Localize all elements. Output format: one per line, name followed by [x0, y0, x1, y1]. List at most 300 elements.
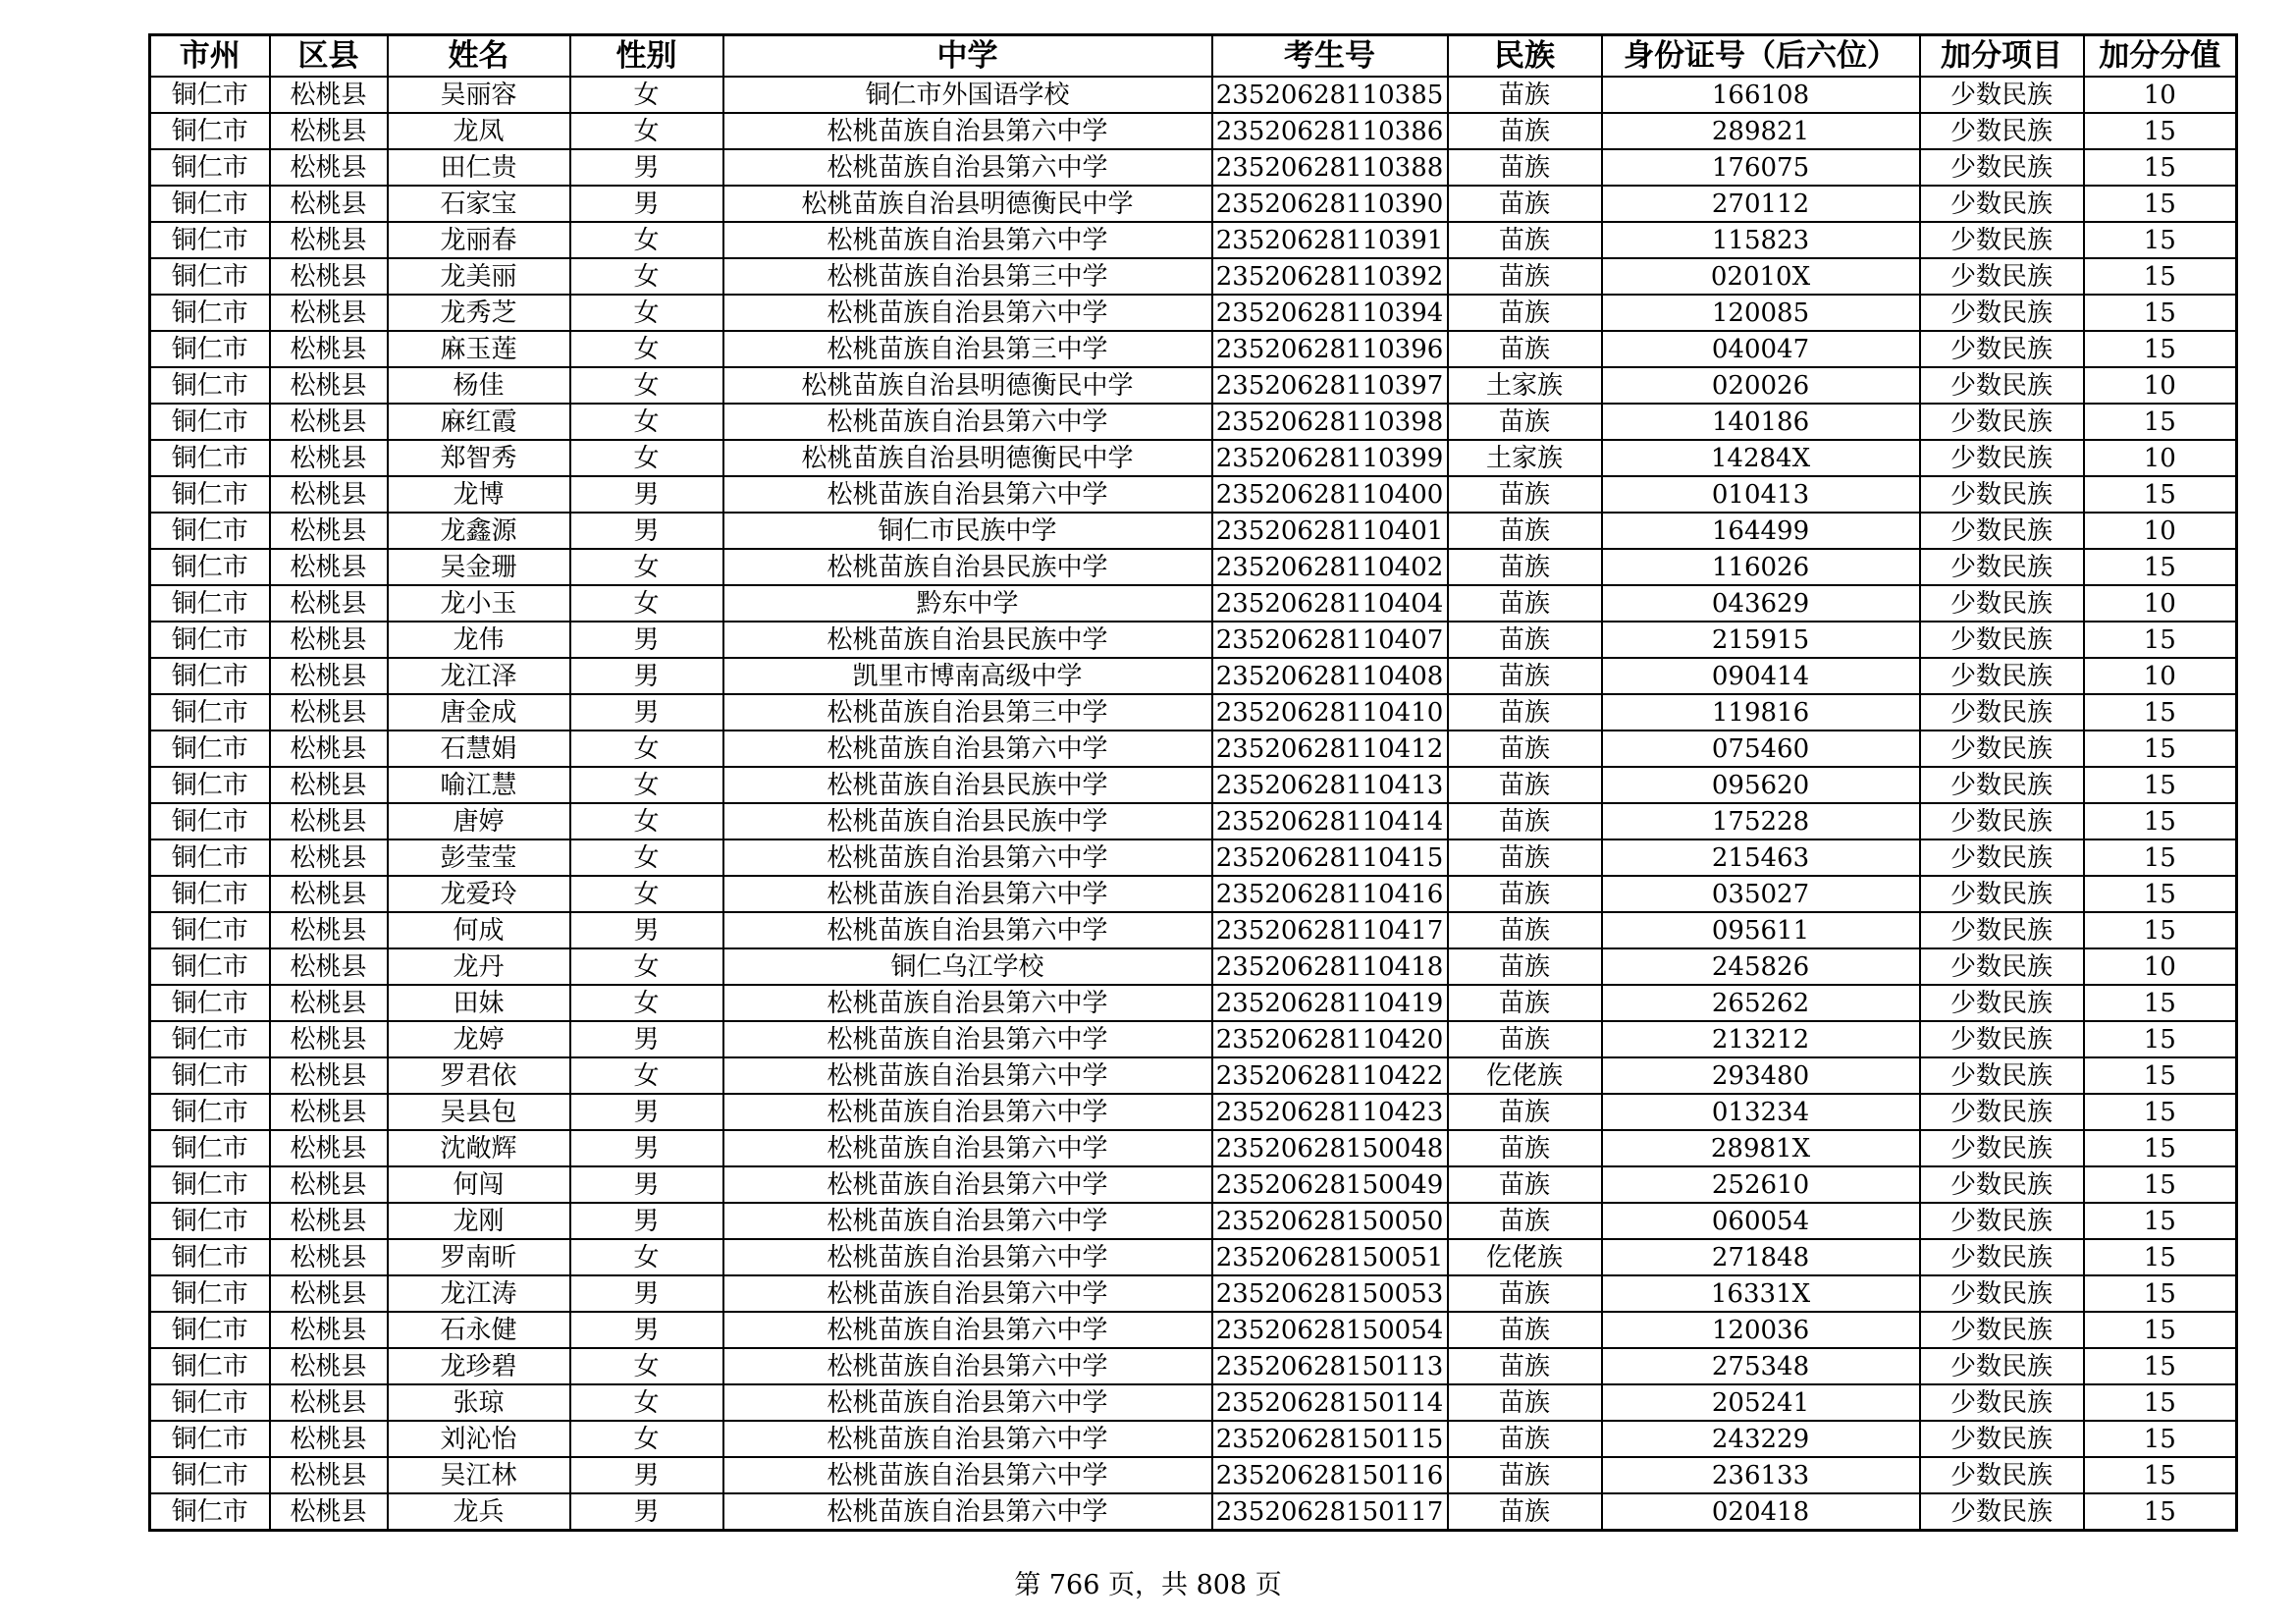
cell-city: 铜仁市: [150, 440, 270, 476]
cell-city: 铜仁市: [150, 1239, 270, 1275]
cell-school: 松桃苗族自治县第三中学: [723, 258, 1212, 295]
cell-city: 铜仁市: [150, 985, 270, 1021]
cell-exam-no: 23520628150053: [1212, 1275, 1448, 1312]
cell-gender: 女: [570, 258, 723, 295]
table-row: [150, 876, 2237, 912]
cell-exam-no: 23520628150114: [1212, 1384, 1448, 1421]
table-row: [150, 694, 2237, 731]
cell-bonus-item: 少数民族: [1920, 295, 2084, 331]
cell-id-last6: 275348: [1602, 1348, 1920, 1384]
cell-county: 松桃县: [270, 658, 388, 694]
cell-school: 松桃苗族自治县第六中学: [723, 1057, 1212, 1094]
cell-city: 铜仁市: [150, 1166, 270, 1203]
cell-ethnicity: 苗族: [1448, 113, 1602, 149]
cell-exam-no: 23520628110414: [1212, 803, 1448, 839]
cell-bonus-item: 少数民族: [1920, 258, 2084, 295]
cell-name: 何闯: [388, 1166, 570, 1203]
cell-ethnicity: 土家族: [1448, 440, 1602, 476]
cell-id-last6: 252610: [1602, 1166, 1920, 1203]
cell-name: 龙秀芝: [388, 295, 570, 331]
cell-ethnicity: 仡佬族: [1448, 1239, 1602, 1275]
table-row: [150, 404, 2237, 440]
cell-county: 松桃县: [270, 367, 388, 404]
cell-gender: 女: [570, 1421, 723, 1457]
cell-gender: 女: [570, 404, 723, 440]
cell-county: 松桃县: [270, 549, 388, 585]
cell-id-last6: 166108: [1602, 77, 1920, 113]
cell-gender: 女: [570, 367, 723, 404]
cell-ethnicity: 苗族: [1448, 731, 1602, 767]
table-row: [150, 549, 2237, 585]
cell-exam-no: 23520628110388: [1212, 149, 1448, 186]
cell-school: 松桃苗族自治县第六中学: [723, 113, 1212, 149]
cell-name: 唐金成: [388, 694, 570, 731]
cell-gender: 女: [570, 585, 723, 622]
table-row: [150, 513, 2237, 549]
cell-county: 松桃县: [270, 876, 388, 912]
cell-ethnicity: 苗族: [1448, 1203, 1602, 1239]
cell-city: 铜仁市: [150, 331, 270, 367]
cell-school: 松桃苗族自治县第六中学: [723, 149, 1212, 186]
cell-school: 松桃苗族自治县第六中学: [723, 1239, 1212, 1275]
cell-ethnicity: 苗族: [1448, 839, 1602, 876]
cell-school: 松桃苗族自治县民族中学: [723, 767, 1212, 803]
column-header-city: 市州: [150, 35, 270, 78]
cell-id-last6: 075460: [1602, 731, 1920, 767]
cell-bonus-score: 15: [2084, 1312, 2237, 1348]
table-row: [150, 1130, 2237, 1166]
cell-bonus-item: 少数民族: [1920, 694, 2084, 731]
cell-name: 田仁贵: [388, 149, 570, 186]
cell-bonus-score: 15: [2084, 694, 2237, 731]
cell-bonus-score: 15: [2084, 1493, 2237, 1531]
cell-exam-no: 23520628110392: [1212, 258, 1448, 295]
bonus-points-table: [148, 33, 2238, 1532]
table-row: [150, 1239, 2237, 1275]
cell-bonus-score: 15: [2084, 1275, 2237, 1312]
cell-gender: 男: [570, 912, 723, 948]
table-row: [150, 1021, 2237, 1057]
table-row: [150, 839, 2237, 876]
cell-name: 龙小玉: [388, 585, 570, 622]
cell-city: 铜仁市: [150, 1457, 270, 1493]
cell-school: 铜仁市民族中学: [723, 513, 1212, 549]
cell-bonus-score: 10: [2084, 77, 2237, 113]
cell-bonus-item: 少数民族: [1920, 1457, 2084, 1493]
page-number: 第 766 页，共 808 页: [1014, 1570, 1282, 1600]
cell-school: 松桃苗族自治县第六中学: [723, 1312, 1212, 1348]
cell-school: 松桃苗族自治县第六中学: [723, 1275, 1212, 1312]
cell-name: 龙兵: [388, 1493, 570, 1531]
cell-city: 铜仁市: [150, 367, 270, 404]
cell-county: 松桃县: [270, 331, 388, 367]
cell-city: 铜仁市: [150, 77, 270, 113]
table-row: [150, 1203, 2237, 1239]
cell-school: 松桃苗族自治县民族中学: [723, 803, 1212, 839]
table-row: [150, 767, 2237, 803]
cell-name: 郑智秀: [388, 440, 570, 476]
cell-bonus-score: 15: [2084, 622, 2237, 658]
cell-exam-no: 23520628150113: [1212, 1348, 1448, 1384]
cell-id-last6: 164499: [1602, 513, 1920, 549]
cell-school: 松桃苗族自治县第六中学: [723, 1348, 1212, 1384]
cell-county: 松桃县: [270, 1493, 388, 1531]
cell-bonus-score: 15: [2084, 767, 2237, 803]
cell-county: 松桃县: [270, 222, 388, 258]
cell-exam-no: 23520628110398: [1212, 404, 1448, 440]
cell-gender: 女: [570, 767, 723, 803]
cell-gender: 男: [570, 1275, 723, 1312]
cell-bonus-item: 少数民族: [1920, 585, 2084, 622]
cell-bonus-score: 15: [2084, 1384, 2237, 1421]
cell-school: 松桃苗族自治县第六中学: [723, 476, 1212, 513]
cell-bonus-score: 15: [2084, 113, 2237, 149]
cell-id-last6: 119816: [1602, 694, 1920, 731]
cell-bonus-score: 15: [2084, 1348, 2237, 1384]
cell-id-last6: 176075: [1602, 149, 1920, 186]
cell-city: 铜仁市: [150, 186, 270, 222]
cell-county: 松桃县: [270, 77, 388, 113]
table-row: [150, 113, 2237, 149]
cell-name: 龙婷: [388, 1021, 570, 1057]
cell-name: 龙美丽: [388, 258, 570, 295]
cell-county: 松桃县: [270, 1130, 388, 1166]
table-row: [150, 622, 2237, 658]
cell-name: 杨佳: [388, 367, 570, 404]
cell-bonus-score: 15: [2084, 1057, 2237, 1094]
cell-bonus-score: 15: [2084, 1166, 2237, 1203]
table-row: [150, 440, 2237, 476]
cell-ethnicity: 苗族: [1448, 767, 1602, 803]
cell-gender: 女: [570, 295, 723, 331]
cell-gender: 男: [570, 186, 723, 222]
cell-county: 松桃县: [270, 404, 388, 440]
cell-exam-no: 23520628150048: [1212, 1130, 1448, 1166]
cell-id-last6: 213212: [1602, 1021, 1920, 1057]
cell-id-last6: 013234: [1602, 1094, 1920, 1130]
cell-gender: 女: [570, 549, 723, 585]
cell-bonus-score: 15: [2084, 149, 2237, 186]
cell-bonus-score: 15: [2084, 839, 2237, 876]
cell-id-last6: 215915: [1602, 622, 1920, 658]
cell-bonus-item: 少数民族: [1920, 985, 2084, 1021]
cell-id-last6: 095611: [1602, 912, 1920, 948]
cell-school: 松桃苗族自治县第六中学: [723, 1421, 1212, 1457]
table-row: [150, 1493, 2237, 1531]
table-row: [150, 1057, 2237, 1094]
cell-bonus-item: 少数民族: [1920, 1421, 2084, 1457]
cell-bonus-item: 少数民族: [1920, 113, 2084, 149]
column-header-school: 中学: [723, 35, 1212, 78]
cell-school: 松桃苗族自治县第六中学: [723, 1384, 1212, 1421]
cell-county: 松桃县: [270, 476, 388, 513]
table-row: [150, 1384, 2237, 1421]
cell-id-last6: 293480: [1602, 1057, 1920, 1094]
cell-bonus-score: 15: [2084, 258, 2237, 295]
cell-ethnicity: 苗族: [1448, 1166, 1602, 1203]
cell-name: 张琼: [388, 1384, 570, 1421]
cell-school: 铜仁市外国语学校: [723, 77, 1212, 113]
cell-school: 松桃苗族自治县第三中学: [723, 331, 1212, 367]
cell-gender: 女: [570, 1384, 723, 1421]
cell-bonus-score: 15: [2084, 1021, 2237, 1057]
cell-county: 松桃县: [270, 186, 388, 222]
cell-bonus-item: 少数民族: [1920, 1312, 2084, 1348]
cell-id-last6: 020026: [1602, 367, 1920, 404]
cell-name: 龙刚: [388, 1203, 570, 1239]
cell-bonus-score: 15: [2084, 803, 2237, 839]
cell-city: 铜仁市: [150, 912, 270, 948]
cell-gender: 男: [570, 694, 723, 731]
cell-name: 石慧娟: [388, 731, 570, 767]
cell-county: 松桃县: [270, 1275, 388, 1312]
table-row: [150, 295, 2237, 331]
cell-bonus-score: 15: [2084, 1130, 2237, 1166]
cell-exam-no: 23520628110408: [1212, 658, 1448, 694]
cell-id-last6: 116026: [1602, 549, 1920, 585]
cell-county: 松桃县: [270, 1203, 388, 1239]
cell-id-last6: 289821: [1602, 113, 1920, 149]
cell-id-last6: 243229: [1602, 1421, 1920, 1457]
cell-county: 松桃县: [270, 1239, 388, 1275]
cell-bonus-item: 少数民族: [1920, 1493, 2084, 1531]
cell-bonus-score: 10: [2084, 367, 2237, 404]
cell-bonus-score: 15: [2084, 186, 2237, 222]
cell-bonus-item: 少数民族: [1920, 622, 2084, 658]
cell-school: 松桃苗族自治县第六中学: [723, 731, 1212, 767]
cell-city: 铜仁市: [150, 803, 270, 839]
cell-bonus-item: 少数民族: [1920, 1021, 2084, 1057]
cell-gender: 男: [570, 622, 723, 658]
cell-school: 铜仁乌江学校: [723, 948, 1212, 985]
cell-school: 松桃苗族自治县第六中学: [723, 1130, 1212, 1166]
cell-gender: 女: [570, 839, 723, 876]
cell-id-last6: 043629: [1602, 585, 1920, 622]
cell-city: 铜仁市: [150, 1203, 270, 1239]
cell-city: 铜仁市: [150, 1057, 270, 1094]
cell-id-last6: 120036: [1602, 1312, 1920, 1348]
cell-gender: 女: [570, 77, 723, 113]
cell-ethnicity: 苗族: [1448, 1457, 1602, 1493]
cell-name: 唐婷: [388, 803, 570, 839]
cell-city: 铜仁市: [150, 404, 270, 440]
cell-exam-no: 23520628110385: [1212, 77, 1448, 113]
cell-city: 铜仁市: [150, 585, 270, 622]
cell-bonus-item: 少数民族: [1920, 222, 2084, 258]
cell-id-last6: 28981X: [1602, 1130, 1920, 1166]
cell-name: 龙鑫源: [388, 513, 570, 549]
cell-bonus-item: 少数民族: [1920, 658, 2084, 694]
table-row: [150, 948, 2237, 985]
cell-gender: 男: [570, 1166, 723, 1203]
cell-bonus-item: 少数民族: [1920, 1094, 2084, 1130]
cell-county: 松桃县: [270, 513, 388, 549]
cell-school: 松桃苗族自治县第六中学: [723, 1021, 1212, 1057]
cell-exam-no: 23520628150050: [1212, 1203, 1448, 1239]
cell-bonus-item: 少数民族: [1920, 1384, 2084, 1421]
cell-bonus-item: 少数民族: [1920, 1203, 2084, 1239]
cell-gender: 女: [570, 113, 723, 149]
cell-city: 铜仁市: [150, 222, 270, 258]
cell-exam-no: 23520628150115: [1212, 1421, 1448, 1457]
cell-school: 松桃苗族自治县第六中学: [723, 404, 1212, 440]
cell-bonus-item: 少数民族: [1920, 149, 2084, 186]
cell-school: 松桃苗族自治县第六中学: [723, 985, 1212, 1021]
cell-city: 铜仁市: [150, 876, 270, 912]
cell-county: 松桃县: [270, 985, 388, 1021]
cell-name: 石永健: [388, 1312, 570, 1348]
cell-bonus-item: 少数民族: [1920, 404, 2084, 440]
cell-gender: 男: [570, 1094, 723, 1130]
column-header-exam-no: 考生号: [1212, 35, 1448, 78]
cell-county: 松桃县: [270, 948, 388, 985]
cell-ethnicity: 苗族: [1448, 1130, 1602, 1166]
cell-city: 铜仁市: [150, 1094, 270, 1130]
table-row: [150, 476, 2237, 513]
cell-county: 松桃县: [270, 1021, 388, 1057]
cell-gender: 女: [570, 1057, 723, 1094]
cell-bonus-score: 15: [2084, 549, 2237, 585]
cell-county: 松桃县: [270, 839, 388, 876]
cell-bonus-score: 15: [2084, 222, 2237, 258]
cell-exam-no: 23520628150049: [1212, 1166, 1448, 1203]
column-header-bonus-score: 加分分值: [2084, 35, 2237, 78]
cell-school: 松桃苗族自治县第六中学: [723, 912, 1212, 948]
cell-ethnicity: 苗族: [1448, 513, 1602, 549]
cell-id-last6: 270112: [1602, 186, 1920, 222]
cell-city: 铜仁市: [150, 1384, 270, 1421]
table-row: [150, 585, 2237, 622]
cell-exam-no: 23520628110394: [1212, 295, 1448, 331]
cell-school: 松桃苗族自治县明德衡民中学: [723, 186, 1212, 222]
cell-exam-no: 23520628150051: [1212, 1239, 1448, 1275]
cell-id-last6: 14284X: [1602, 440, 1920, 476]
table-row: [150, 149, 2237, 186]
cell-exam-no: 23520628110404: [1212, 585, 1448, 622]
cell-id-last6: 115823: [1602, 222, 1920, 258]
cell-bonus-score: 15: [2084, 1421, 2237, 1457]
cell-name: 彭莹莹: [388, 839, 570, 876]
cell-name: 麻红霞: [388, 404, 570, 440]
cell-bonus-score: 15: [2084, 1457, 2237, 1493]
cell-ethnicity: 苗族: [1448, 476, 1602, 513]
cell-city: 铜仁市: [150, 1493, 270, 1531]
cell-exam-no: 23520628150117: [1212, 1493, 1448, 1531]
cell-school: 松桃苗族自治县第六中学: [723, 1493, 1212, 1531]
cell-county: 松桃县: [270, 767, 388, 803]
cell-name: 麻玉莲: [388, 331, 570, 367]
cell-name: 龙伟: [388, 622, 570, 658]
cell-exam-no: 23520628110413: [1212, 767, 1448, 803]
cell-county: 松桃县: [270, 694, 388, 731]
cell-ethnicity: 苗族: [1448, 186, 1602, 222]
cell-gender: 男: [570, 476, 723, 513]
table-row: [150, 77, 2237, 113]
cell-county: 松桃县: [270, 1057, 388, 1094]
cell-name: 龙江涛: [388, 1275, 570, 1312]
cell-gender: 女: [570, 876, 723, 912]
cell-bonus-score: 15: [2084, 295, 2237, 331]
cell-id-last6: 090414: [1602, 658, 1920, 694]
cell-ethnicity: 苗族: [1448, 404, 1602, 440]
cell-bonus-item: 少数民族: [1920, 513, 2084, 549]
cell-school: 松桃苗族自治县明德衡民中学: [723, 440, 1212, 476]
cell-bonus-score: 15: [2084, 476, 2237, 513]
cell-id-last6: 060054: [1602, 1203, 1920, 1239]
cell-name: 罗君依: [388, 1057, 570, 1094]
cell-name: 田妹: [388, 985, 570, 1021]
cell-id-last6: 265262: [1602, 985, 1920, 1021]
cell-bonus-item: 少数民族: [1920, 1130, 2084, 1166]
cell-bonus-item: 少数民族: [1920, 77, 2084, 113]
cell-bonus-score: 10: [2084, 440, 2237, 476]
cell-gender: 男: [570, 513, 723, 549]
cell-county: 松桃县: [270, 113, 388, 149]
cell-ethnicity: 苗族: [1448, 331, 1602, 367]
cell-name: 吴金珊: [388, 549, 570, 585]
cell-county: 松桃县: [270, 912, 388, 948]
cell-ethnicity: 苗族: [1448, 876, 1602, 912]
cell-id-last6: 205241: [1602, 1384, 1920, 1421]
cell-ethnicity: 苗族: [1448, 222, 1602, 258]
table-row: [150, 186, 2237, 222]
cell-ethnicity: 苗族: [1448, 658, 1602, 694]
cell-id-last6: 095620: [1602, 767, 1920, 803]
cell-exam-no: 23520628110410: [1212, 694, 1448, 731]
cell-gender: 女: [570, 948, 723, 985]
cell-bonus-item: 少数民族: [1920, 331, 2084, 367]
cell-gender: 男: [570, 1021, 723, 1057]
cell-exam-no: 23520628150116: [1212, 1457, 1448, 1493]
cell-id-last6: 245826: [1602, 948, 1920, 985]
cell-ethnicity: 苗族: [1448, 1384, 1602, 1421]
cell-bonus-item: 少数民族: [1920, 948, 2084, 985]
cell-exam-no: 23520628110418: [1212, 948, 1448, 985]
cell-ethnicity: 苗族: [1448, 1021, 1602, 1057]
cell-gender: 男: [570, 149, 723, 186]
cell-bonus-item: 少数民族: [1920, 767, 2084, 803]
cell-exam-no: 23520628110423: [1212, 1094, 1448, 1130]
cell-gender: 男: [570, 1493, 723, 1531]
cell-city: 铜仁市: [150, 1130, 270, 1166]
cell-exam-no: 23520628110400: [1212, 476, 1448, 513]
cell-gender: 男: [570, 1203, 723, 1239]
cell-school: 黔东中学: [723, 585, 1212, 622]
cell-exam-no: 23520628110415: [1212, 839, 1448, 876]
cell-id-last6: 020418: [1602, 1493, 1920, 1531]
cell-bonus-item: 少数民族: [1920, 731, 2084, 767]
cell-city: 铜仁市: [150, 513, 270, 549]
cell-exam-no: 23520628110416: [1212, 876, 1448, 912]
cell-gender: 女: [570, 985, 723, 1021]
cell-gender: 女: [570, 222, 723, 258]
table-row: [150, 1348, 2237, 1384]
cell-ethnicity: 苗族: [1448, 948, 1602, 985]
cell-name: 龙爱玲: [388, 876, 570, 912]
cell-county: 松桃县: [270, 1312, 388, 1348]
cell-bonus-score: 15: [2084, 731, 2237, 767]
cell-county: 松桃县: [270, 1094, 388, 1130]
cell-county: 松桃县: [270, 1421, 388, 1457]
cell-school: 松桃苗族自治县第六中学: [723, 1094, 1212, 1130]
cell-name: 石家宝: [388, 186, 570, 222]
cell-exam-no: 23520628110420: [1212, 1021, 1448, 1057]
cell-exam-no: 23520628110397: [1212, 367, 1448, 404]
cell-ethnicity: 苗族: [1448, 803, 1602, 839]
cell-gender: 女: [570, 1239, 723, 1275]
cell-exam-no: 23520628150054: [1212, 1312, 1448, 1348]
cell-bonus-score: 15: [2084, 331, 2237, 367]
